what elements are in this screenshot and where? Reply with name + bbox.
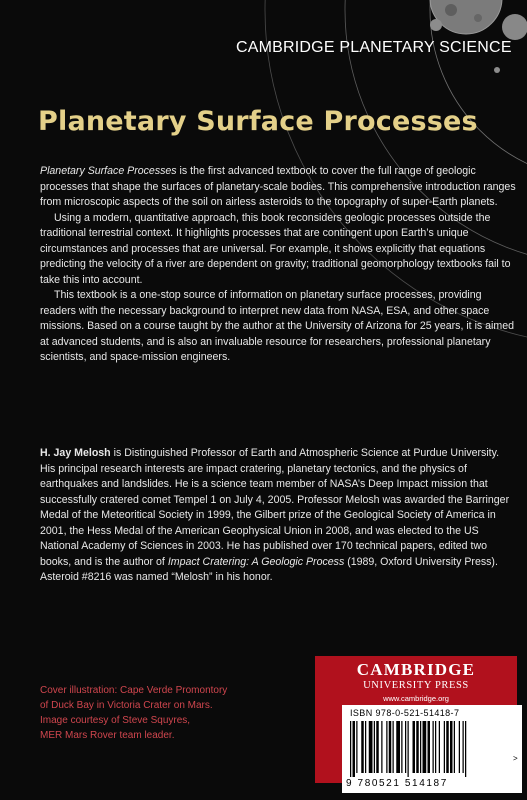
barcode-bar xyxy=(393,721,394,773)
publisher-url: www.cambridge.org xyxy=(383,694,449,703)
planet-icon xyxy=(430,0,502,34)
book-title: Planetary Surface Processes xyxy=(38,106,478,137)
barcode-bar xyxy=(439,721,440,773)
barcode-bar xyxy=(450,721,453,773)
price-mark: > xyxy=(513,754,518,763)
book-description xyxy=(40,164,516,366)
barcode-bar xyxy=(350,721,351,777)
barcode-bar xyxy=(463,721,464,773)
barcode-bar xyxy=(386,721,387,773)
credit-line-2: of Duck Bay in Victoria Crater on Mars. xyxy=(40,700,213,711)
author-bio xyxy=(40,446,516,586)
moon-icon xyxy=(502,14,527,40)
tiny-moon-icon xyxy=(494,67,500,73)
description-paragraph-1 xyxy=(40,164,516,211)
publisher-name: CAMBRIDGE xyxy=(356,660,476,679)
author-bio-text-b: (1989, Oxford University Press). Asteroid #8216 was named “Melosh” in his honor. xyxy=(40,555,498,583)
small-moon-icon xyxy=(430,19,442,31)
barcode-bar xyxy=(381,721,382,773)
barcode-panel xyxy=(342,705,522,793)
author-name: H. Jay Melosh xyxy=(40,447,111,459)
credit-line-3: Image courtesy of Steve Squyres, xyxy=(40,715,191,726)
barcode-bar xyxy=(435,721,436,773)
barcode-bar xyxy=(416,721,419,773)
barcode-bar xyxy=(369,721,373,773)
barcode-bar xyxy=(405,721,406,773)
barcode-bar xyxy=(454,721,455,773)
credit-line-1: Cover illustration: Cape Verde Promontory xyxy=(40,685,228,696)
series-name: CAMBRIDGE PLANETARY SCIENCE xyxy=(236,39,512,56)
barcode-bar xyxy=(459,721,460,773)
credit-line-4: MER Mars Rover team leader. xyxy=(40,730,175,741)
publisher-press: UNIVERSITY PRESS xyxy=(363,680,469,691)
barcode-bar xyxy=(444,721,445,773)
barcode-bar xyxy=(433,721,434,773)
barcode-bar xyxy=(420,721,421,773)
author-bio-text-a: is Distinguished Professor of Earth and Atmospheric Science at Purdue University. His principal research interests are impact cratering, planetary tectonics, and the physics of earthquakes and landslides. He is a science team member of NASA’s Deep Impact mission that successfully cratered comet Tempel 1 on July 4, 2005. Professor Melosh was awarded the Barringer Medal of the Meteoritical Society in 1999, the Gilbert prize of the Geological Society of America in 2001, the Hess Medal of the American Geophysical Union in 2008, and was elected to the US National Academy of Sciences in 2003. He has published over 170 technical papers, edited two books, and is the author of xyxy=(40,447,510,568)
barcode-bar xyxy=(413,721,416,773)
barcode-icon xyxy=(348,721,516,777)
barcode-bar xyxy=(376,721,379,773)
barcode-bar xyxy=(374,721,375,773)
barcode-bar xyxy=(389,721,392,773)
barcode-bar xyxy=(361,721,364,773)
cover-credit xyxy=(40,683,260,743)
author-paragraph xyxy=(40,446,516,586)
barcode-bar xyxy=(401,721,402,773)
barcode-bar xyxy=(396,721,400,773)
barcode-digits: 9 780521 514187 xyxy=(346,778,448,789)
barcode-bar xyxy=(428,721,431,773)
description-paragraph-3: This textbook is a one-stop source of information on planetary surface processes, providing readers with the necessary background to interpret new data from NASA, ESA, and other space missions. Based on a course taught by the author at the University of Arizona for 25 years, it is aimed at advanced students, and is also an invaluable resource for researchers, professional planetary scientists, and space-mission engineers. xyxy=(40,289,515,363)
barcode-bar xyxy=(365,721,366,773)
title-mention: Planetary Surface Processes xyxy=(40,165,177,177)
description-text-1: is the first advanced textbook to cover the full range of geologic processes that shape the surfaces of planetary-scale bodies. This comprehensive introduction ranges from microscopic aspects of the soil on airless asteroids to the topography of super-Earth planets. xyxy=(40,165,516,208)
barcode-bar xyxy=(408,721,409,777)
barcode-bar xyxy=(465,721,466,777)
barcode-bar xyxy=(446,721,449,773)
barcode-bar xyxy=(423,721,427,773)
barcode-bar xyxy=(356,721,357,773)
isbn-text: ISBN 978-0-521-51418-7 xyxy=(350,708,460,718)
description-paragraph-2: Using a modern, quantitative approach, this book reconsiders geologic processes outside the traditional terrestrial context. It highlights processes that are contingent upon Earth’s unique circumstances and processes that are universal. For example, it shows explicitly that equations predicting the velocity of a river are dependent on gravity; traditional geomorphology textbooks fail to take this into account. xyxy=(40,211,511,286)
author-book-title: Impact Cratering: A Geologic Process xyxy=(167,555,345,568)
barcode-bar xyxy=(353,721,356,777)
